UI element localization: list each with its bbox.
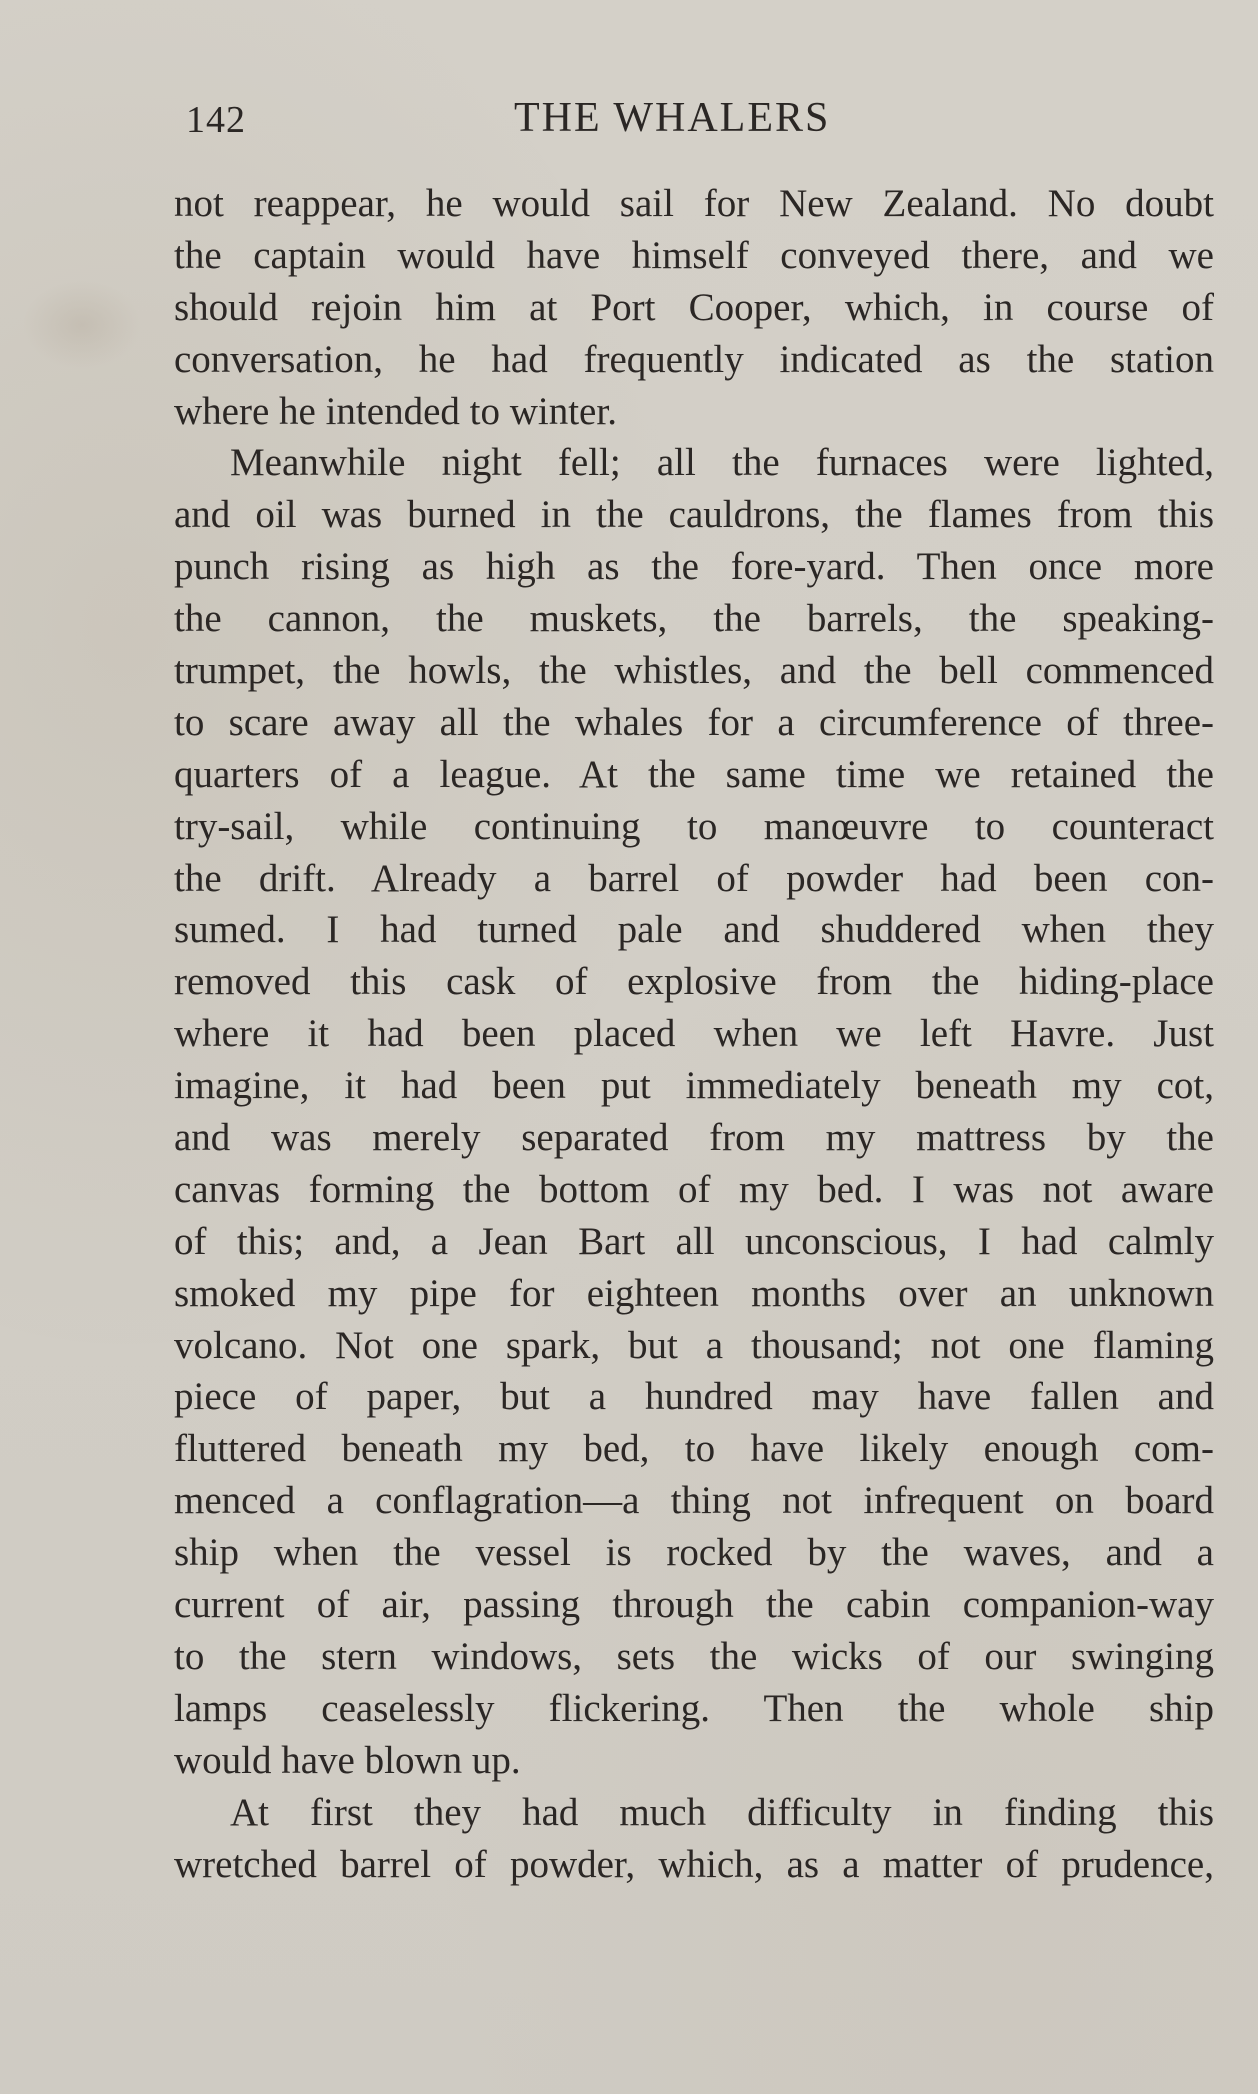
page-number: 142 — [186, 99, 246, 141]
text-line: and was merely separated from my mattress by the — [174, 1116, 1214, 1160]
text-line: to the stern windows, sets the wicks of our swinging — [174, 1634, 1214, 1678]
text-line: imagine, it had been put immediately beneath my cot, — [174, 1064, 1214, 1108]
text-line: volcano. Not one spark, but a thousand; not one flaming — [174, 1323, 1214, 1367]
text-line: fluttered beneath my bed, to have likely enough com- — [174, 1427, 1214, 1471]
text-line: canvas forming the bottom of my bed. I was not aware — [174, 1167, 1214, 1211]
text-line: where it had been placed when we left Havre. Just — [174, 1012, 1214, 1056]
text-line: wretched barrel of powder, which, as a matter of prudence, — [174, 1842, 1214, 1886]
text-line: not reappear, he would sail for New Zealand. No doubt — [174, 182, 1214, 225]
text-line: quarters of a league. At the same time we retained the — [174, 752, 1214, 796]
text-line: lamps ceaselessly flickering. Then the whole ship — [174, 1686, 1214, 1730]
text-line: conversation, he had frequently indicated as the station — [174, 337, 1214, 381]
running-head: THE WHALERS — [514, 95, 831, 141]
text-line: At first they had much difficulty in finding this — [230, 1790, 1214, 1834]
text-line: ship when the vessel is rocked by the waves, and a — [174, 1531, 1214, 1575]
text-line: current of air, passing through the cabin companion-way — [174, 1583, 1214, 1627]
text-line: and oil was burned in the cauldrons, the flames from this — [174, 493, 1214, 537]
text-line: menced a conflagration—a thing not infrequent on board — [174, 1479, 1214, 1523]
text-line: would have blown up. — [174, 1738, 521, 1782]
text-line: the cannon, the muskets, the barrels, the speaking- — [174, 597, 1214, 641]
text-line: Meanwhile night fell; all the furnaces were lighted, — [230, 441, 1214, 485]
text-line: of this; and, a Jean Bart all unconscious, I had calmly — [174, 1219, 1214, 1263]
text-line: punch rising as high as the fore-yard. Then once more — [174, 545, 1214, 589]
paper-stain — [22, 280, 142, 370]
text-line: should rejoin him at Port Cooper, which, in course of — [174, 285, 1214, 329]
text-line: the captain would have himself conveyed there, and we — [174, 233, 1214, 277]
text-line: sumed. I had turned pale and shuddered when they — [174, 908, 1214, 952]
text-line: where he intended to winter. — [174, 389, 617, 433]
text-line: try-sail, while continuing to manœuvre to counteract — [174, 804, 1214, 848]
text-line: smoked my pipe for eighteen months over an unknown — [174, 1271, 1214, 1315]
text-line: the drift. Already a barrel of powder had been con- — [174, 856, 1214, 900]
text-line: to scare away all the whales for a circumference of three- — [174, 700, 1214, 744]
text-line: trumpet, the howls, the whistles, and the bell commenced — [174, 649, 1214, 693]
page-header — [180, 92, 1214, 152]
body-text — [174, 178, 1214, 1890]
text-line: removed this cask of explosive from the hiding-place — [174, 960, 1214, 1004]
text-line: piece of paper, but a hundred may have fallen and — [174, 1375, 1214, 1419]
